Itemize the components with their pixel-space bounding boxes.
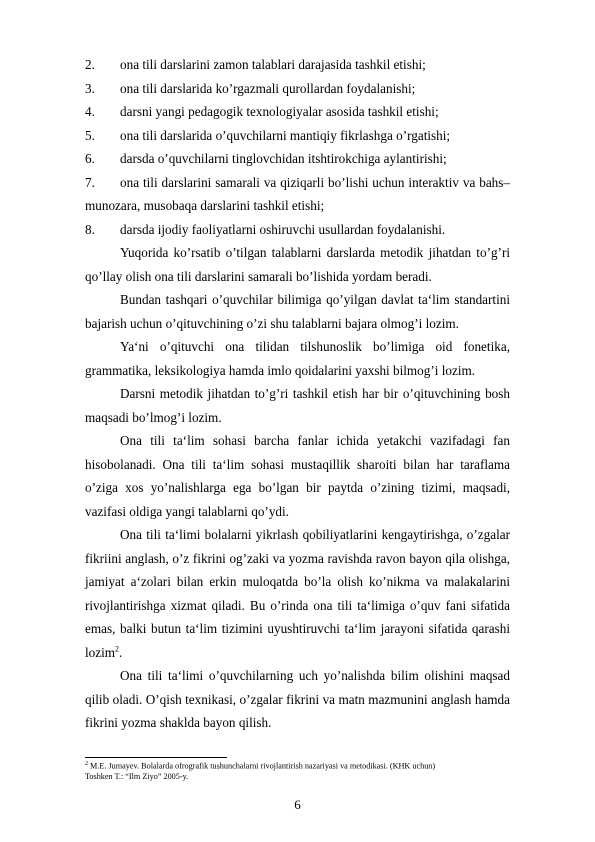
list-item bbox=[85, 77, 510, 101]
list-text: ona tili darslarini zamon talablari darajasida tashkil etishi; bbox=[120, 57, 426, 72]
list-number: 8. bbox=[85, 221, 95, 237]
paragraph: Darsni metodik jihatdan to’g’ri tashkil etish har bir o’qituvchining bosh maqsadi bo’lmog’i lozim. bbox=[85, 386, 510, 425]
list-text: darsda ijodiy faoliyatlarni oshiruvchi usullardan foydalanishi. bbox=[120, 221, 446, 237]
list-item bbox=[85, 147, 510, 171]
paragraph: Ya‘ni o’qituvchi ona tilidan tilshunoslik bo’limiga oid fonetika, grammatika, leksikologiya hamda imlo qoidalarini yaxshi bilmog’i lozim. bbox=[85, 339, 510, 378]
footnote-marker: 2 bbox=[85, 761, 88, 767]
paragraph: Ona tili ta‘lim sohasi barcha fanlar ichida yetakchi vazifadagi fan hisobolanadi. Ona tili ta‘lim sohasi mustaqillik sharoiti bilan har taraflama o’ziga xos yo’nalishlarga ega bo’lgan bir paytda o’zining tizimi, maqsadi, vazifasi oldiga yangi talablarni qo’ydi. bbox=[85, 433, 510, 519]
paragraph: Yuqorida ko’rsatib o’tilgan talablarni darslarda metodik jihatdan to’g’ri qo’llay olish ona tili darslarini samarali bo’lishida yordam beradi. bbox=[85, 245, 510, 284]
page-body bbox=[85, 53, 510, 735]
list-item bbox=[85, 124, 510, 148]
list-number: 5. bbox=[85, 127, 95, 143]
footnote-line: Toshken T.: “Ilm Ziyo” 2005-y. bbox=[85, 772, 189, 782]
paragraph: Ona tili ta‘limi bolalarni yikrlash qobiliyatlarini kengaytirishga, o’zgalar fikriini anglash, o’z fikrini og’zaki va yozma ravishda ravon bayon qila olishga, jamiyat a‘zolari bilan erkin muloqatda bo’la olish ko’nikma va malakalarini rivojlantirishga xizmat qiladi. Bu o’rinda ona tili ta‘limiga o’quv fani sifatida emas, balki butun ta‘lim tizimini uyushtiruvchi ta‘lim jarayoni sifatida qarashi lozim$^2$. bbox=[85, 527, 510, 660]
footnote-separator bbox=[85, 757, 227, 758]
list-number: 2. bbox=[85, 57, 95, 72]
list-item bbox=[85, 53, 510, 77]
list-text: ona tili darslarida o’quvchilarni mantiqiy fikrlashga o’rgatishi; bbox=[120, 127, 451, 143]
list-number: 3. bbox=[85, 80, 95, 96]
list-number: 4. bbox=[85, 104, 95, 119]
paragraph-text: Ona tili ta‘limi bolalarni yikrlash qobiliyatlarini kengaytirishga, o’zgalar fikriini anglash, o’z fikrini og’zaki va yozma ravishda ravon bayon qila olishga, jamiyat a‘zolari bilan erkin muloqatda bo’la olish ko’nikma va malakalarini rivojlantirishga xizmat qiladi. Bu o’rinda ona tili ta‘limiga o’quv fani sifatida emas, balki butun ta‘lim tizimini uyushtiruvchi ta‘lim jarayoni sifatida qarashi lozim bbox=[85, 527, 510, 660]
footnote-line bbox=[85, 759, 515, 772]
list-number: 6. bbox=[85, 151, 95, 166]
list-text: ona tili darslarini samarali va qiziqarli bo’lishi uchun interaktiv va bahs–munozara, musobaqa darslarini tashkil etishi; bbox=[85, 174, 510, 213]
paragraph: Bundan tashqari o’quvchilar bilimiga qo’yilgan davlat ta‘lim standartini bajarish uchun o’qituvchining o’zi shu talablarni bajara olmog’i lozim. bbox=[85, 292, 510, 331]
list-item bbox=[85, 218, 510, 242]
list-text: ona tili darslarida ko’rgazmali qurollardan foydalanishi; bbox=[120, 80, 416, 96]
page-number: 6 bbox=[294, 797, 301, 812]
list-item bbox=[85, 171, 510, 218]
list-text: darsni yangi pedagogik texnologiyalar asosida tashkil etishi; bbox=[120, 104, 439, 119]
list-item bbox=[85, 100, 510, 124]
footnote-text: M.E. Jumayev. Bolalarda ofrografik tushunchalarni rivojlantirish nazariyasi va metodikasi. (KHK uchun) bbox=[88, 761, 436, 771]
list-number: 7. bbox=[85, 174, 95, 190]
footnote bbox=[85, 759, 515, 783]
footnote-reference[interactable]: 2 bbox=[115, 644, 120, 654]
paragraph: Ona tili ta‘limi o’quvchilarning uch yo’nalishda bilim olishini maqsad qilib oladi. O’qish texnikasi, o’zgalar fikrini va matn mazmunini anglash hamda fikrini yozma shaklda bayon qilish. bbox=[85, 668, 510, 730]
list-text: darsda o’quvchilarni tinglovchidan itshtirokchiga aylantirishi; bbox=[120, 151, 447, 166]
